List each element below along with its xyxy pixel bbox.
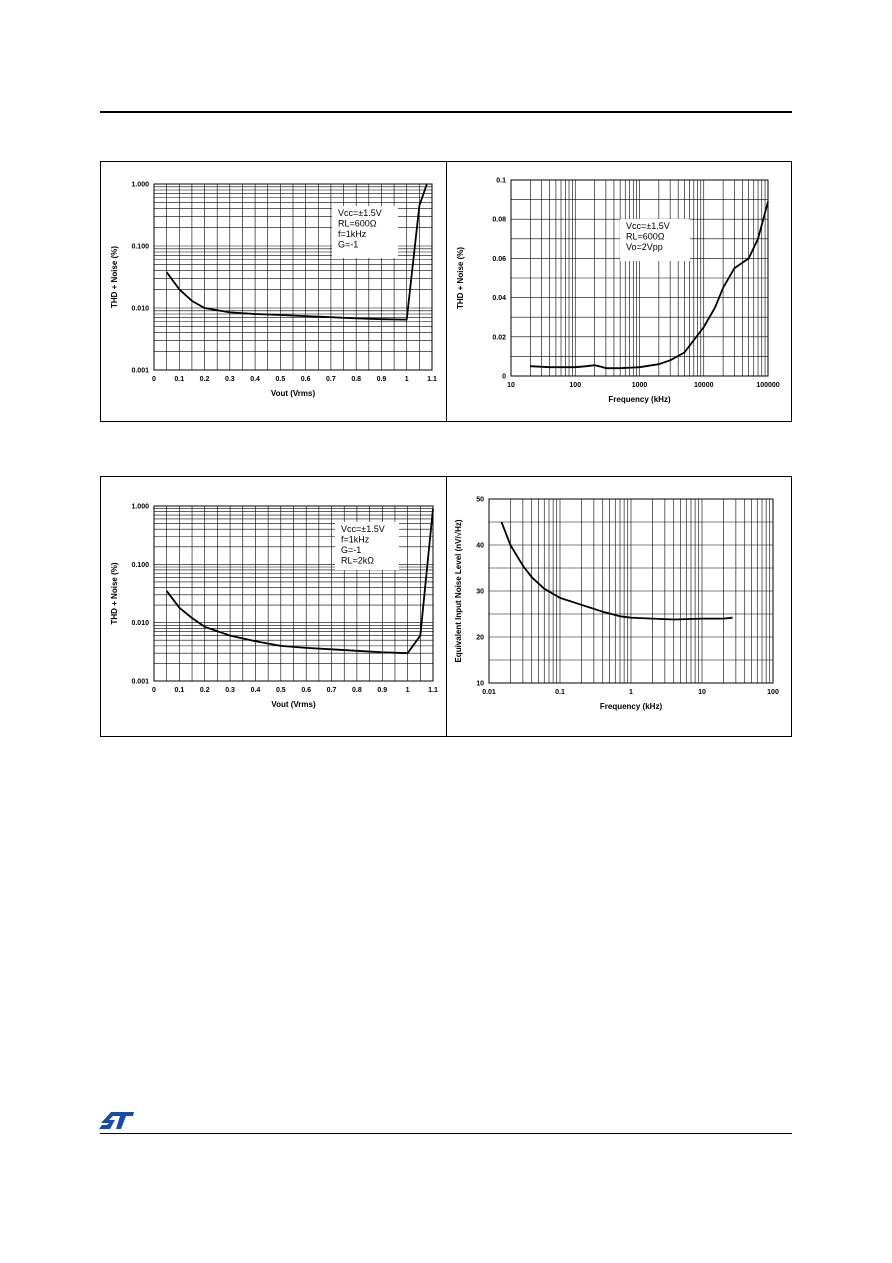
- annotation-line: f=1kHz: [341, 534, 370, 545]
- y-tick-label: 0.1: [496, 177, 506, 185]
- x-tick-label: 1.1: [428, 687, 438, 694]
- y-tick-label: 10: [476, 680, 484, 688]
- x-tick-label: 0.5: [275, 376, 286, 383]
- y-tick-label: 50: [476, 496, 484, 504]
- annotation-line: G=-1: [338, 239, 359, 250]
- x-tick-label: 0.6: [300, 376, 311, 383]
- y-axis-title: THD + Noise (%): [110, 245, 119, 309]
- annotation-line: f=1kHz: [338, 229, 367, 239]
- x-tick-label: 0.9: [376, 376, 387, 383]
- x-tick-label: 0.7: [326, 376, 336, 383]
- x-tick-label: 0.8: [351, 376, 362, 383]
- y-tick-label: 0.06: [492, 255, 506, 263]
- y-axis-title: THD + Noise (%): [110, 562, 119, 625]
- x-tick-label: 100000: [756, 382, 780, 389]
- x-tick-label: 10: [507, 382, 515, 389]
- x-tick-label: 0.6: [301, 687, 312, 694]
- panel-divider-top: [446, 161, 447, 422]
- y-tick-label: 0.010: [131, 305, 149, 313]
- y-tick-label: 0.001: [131, 678, 149, 686]
- x-tick-label: 10000: [694, 382, 714, 389]
- x-axis-title: Frequency (kHz): [599, 702, 663, 711]
- chart-thd-vs-vout-2kohm: [103, 479, 443, 734]
- x-tick-label: 0.2: [199, 687, 210, 694]
- y-tick-label: 30: [476, 588, 484, 596]
- annotation-line: Vcc=±1.5V: [338, 208, 382, 218]
- x-tick-label: 0.4: [250, 687, 261, 694]
- annotation-line: Vcc=±1.5V: [341, 524, 385, 534]
- x-tick-label: 0.01: [482, 689, 496, 696]
- x-tick-label: 0.3: [225, 687, 235, 694]
- y-axis-title: Equivalent Input Noise Level (nV/√Hz): [454, 519, 463, 663]
- x-tick-label: 0.4: [250, 376, 260, 383]
- y-tick-label: 0.08: [492, 216, 506, 224]
- chart-thd-vs-vout-600ohm: [103, 164, 443, 419]
- x-tick-label: 0: [152, 376, 156, 383]
- chart-thd-vs-frequency: [449, 164, 789, 419]
- x-tick-label: 10: [698, 689, 706, 696]
- x-tick-label: 0: [152, 687, 156, 694]
- x-tick-label: 0.1: [555, 689, 565, 696]
- x-tick-label: 0.1: [174, 376, 185, 383]
- x-tick-label: 1000: [631, 382, 648, 389]
- x-tick-label: 0.7: [326, 687, 337, 694]
- annotation-line: Vo=2Vpp: [626, 242, 663, 252]
- x-axis-title: Frequency (kHz): [608, 395, 671, 404]
- x-tick-label: 1: [629, 689, 633, 696]
- x-axis-title: Vout (Vrms): [271, 700, 316, 709]
- x-axis-title: Vout (Vrms): [270, 389, 316, 398]
- header-rule: [100, 111, 792, 113]
- y-tick-label: 0.02: [492, 334, 506, 342]
- x-tick-label: 0.5: [275, 687, 286, 694]
- y-tick-label: 1.000: [131, 181, 149, 189]
- x-tick-label: 0.8: [352, 687, 362, 694]
- x-tick-label: 1.1: [427, 376, 437, 383]
- footer-rule: [100, 1133, 792, 1134]
- panel-divider-bottom: [446, 476, 447, 737]
- y-axis-title: THD + Noise (%): [456, 246, 465, 310]
- y-tick-label: 0.100: [131, 561, 149, 569]
- chart-input-noise-vs-frequency: [449, 479, 789, 734]
- x-tick-label: 0.1: [174, 687, 185, 694]
- x-tick-label: 0.2: [199, 376, 210, 383]
- y-tick-label: 1.000: [131, 503, 149, 511]
- x-tick-label: 0.9: [377, 687, 388, 694]
- y-tick-label: 0.04: [492, 295, 506, 303]
- y-tick-label: 20: [476, 634, 484, 642]
- x-tick-label: 0.3: [224, 376, 235, 383]
- x-tick-label: 1: [405, 687, 410, 694]
- y-tick-label: 40: [476, 542, 484, 550]
- x-tick-label: 100: [767, 689, 779, 696]
- annotation-line: RL=2kΩ: [341, 555, 374, 566]
- y-tick-label: 0.010: [131, 620, 149, 628]
- x-tick-label: 1: [404, 376, 409, 383]
- annotation-line: G=-1: [341, 545, 362, 555]
- annotation-line: RL=600Ω: [626, 231, 665, 242]
- y-tick-label: 0.001: [131, 367, 149, 375]
- annotation-line: RL=600Ω: [338, 218, 377, 229]
- x-tick-label: 100: [569, 382, 582, 389]
- y-tick-label: 0.100: [131, 243, 149, 251]
- st-logo: [98, 1110, 136, 1132]
- annotation-line: Vcc=±1.5V: [626, 221, 670, 231]
- y-tick-label: 0: [502, 373, 506, 381]
